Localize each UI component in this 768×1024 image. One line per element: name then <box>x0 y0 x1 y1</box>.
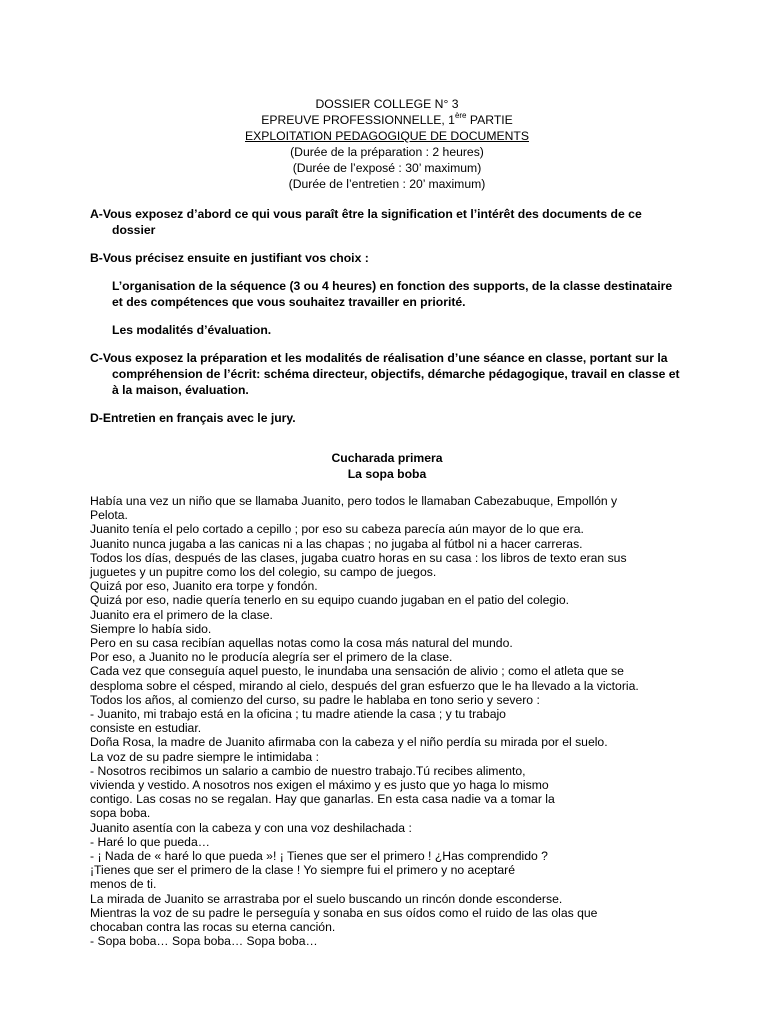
story-line: Juanito era el primero de la clase. <box>90 607 273 622</box>
story-line: ¡Tienes que ser el primero de la clase ! Yo siempre fui el primero y no aceptaré <box>90 863 515 878</box>
header-duree-entretien: (Durée de l’entretien : 20’ maximum) <box>288 177 486 191</box>
header-epreuve-end: PARTIE <box>466 113 513 127</box>
header-duree-preparation: (Durée de la préparation : 2 heures) <box>290 145 484 159</box>
instruction-b-evaluation: Les modalités d’évaluation. <box>112 323 272 337</box>
story-line: Mientras la voz de su padre le perseguía y sonaba en sus oídos como el ruido de las olas que <box>90 905 598 920</box>
story-line: Doña Rosa, la madre de Juanito afirmaba con la cabeza y el niño perdía su mirada por el suelo. <box>90 735 608 750</box>
story-line: Juanito tenía el pelo cortado a cepillo ; por eso su cabeza parecía aún mayor de lo que era. <box>90 522 584 537</box>
story-line: desploma sobre el césped, mirando al cielo, después del gran esfuerzo que le ha llevado a la victoria. <box>90 678 639 693</box>
story-line: La mirada de Juanito se arrastraba por el suelo buscando un rincón donde esconderse. <box>90 891 563 906</box>
story-line: - Haré lo que pueda… <box>90 834 210 849</box>
header-exploitation: EXPLOITATION PEDAGOGIQUE DE DOCUMENTS <box>245 129 529 143</box>
document-header <box>90 96 684 192</box>
story-line: - Nosotros recibimos un salario a cambio de nuestro trabajo.Tú recibes alimento, <box>90 763 526 778</box>
story-line: menos de ti. <box>90 877 157 892</box>
story-line: Había una vez un niño que se llamaba Juanito, pero todos le llamaban Cabezabuque, Empollón y <box>90 494 618 508</box>
header-epreuve <box>90 112 684 128</box>
header-dossier-title: DOSSIER COLLEGE N° 3 <box>315 97 459 111</box>
story-line: juguetes y un pupitre como los del colegio, su campo de juegos. <box>90 565 437 580</box>
story-line: Quizá por eso, nadie quería tenerlo en su equipo cuando jugaban en el patio del colegio. <box>90 593 570 608</box>
story-line: Quizá por eso, Juanito era torpe y fondón. <box>90 579 318 594</box>
instructions <box>90 206 684 426</box>
story-line: Cada vez que conseguía aquel puesto, le inundaba una sensación de alivio ; como el atleta que se <box>90 664 624 679</box>
story-line: Todos los días, después de las clases, jugaba cuatro horas en su casa : los libros de texto eran sus <box>90 550 627 565</box>
story-line: vivienda y vestido. A nosotros nos exigen el máximo y es justo que yo haga lo mismo <box>90 778 549 793</box>
story-body <box>90 494 684 949</box>
story-title-line2: La sopa boba <box>347 467 427 481</box>
instruction-d: D-Entretien en français avec le jury. <box>90 411 296 425</box>
story-line: Pero en su casa recibían aquellas notas como la cosa más natural del mundo. <box>90 636 513 651</box>
header-epreuve-sup: ère <box>454 110 467 120</box>
story-title-line1: Cucharada primera <box>331 451 443 465</box>
story-line: - ¡ Nada de « haré lo que pueda »! ¡ Tienes que ser el primero ! ¿Has comprendido ? <box>90 849 548 864</box>
story-title <box>90 450 684 482</box>
story-line: Por eso, a Juanito no le producía alegría ser el primero de la clase. <box>90 650 453 665</box>
story-line: Juanito nunca jugaba a las canicas ni a las chapas ; no jugaba al fútbol ni a hacer carreras. <box>90 536 583 551</box>
story-line: Juanito asentía con la cabeza y con una voz deshilachada : <box>90 820 412 835</box>
story-line: sopa boba. <box>90 806 151 821</box>
instruction-c: C-Vous exposez la préparation et les modalités de réalisation d’une séance en classe, portant sur la compréhension de l’écrit: schéma directeur, objectifs, démarche pédagogique, travail en classe et à la maison, évaluation. <box>90 351 680 397</box>
header-epreuve-main: EPREUVE PROFESSIONNELLE, 1 <box>261 113 455 127</box>
header-duree-expose: (Durée de l’exposé : 30’ maximum) <box>292 161 482 175</box>
story-line: contigo. Las cosas no se regalan. Hay que ganarlas. En esta casa nadie va a tomar la <box>90 792 555 807</box>
story-line: Siempre lo había sido. <box>90 621 212 636</box>
story-line: La voz de su padre siempre le intimidaba : <box>90 749 319 764</box>
story-line: - Sopa boba… Sopa boba… Sopa boba… <box>90 934 318 949</box>
story-line: consiste en estudiar. <box>90 721 202 736</box>
story-line: Todos los años, al comienzo del curso, su padre le hablaba en tono serio y severo : <box>90 692 540 707</box>
story-line: Pelota. <box>90 508 128 523</box>
instruction-b: B-Vous précisez ensuite en justifiant vos choix : <box>90 251 369 265</box>
instruction-b-organisation: L’organisation de la séquence (3 ou 4 heures) en fonction des supports, de la classe destinataire et des compétences que vous souhaitez travailler en priorité. <box>112 279 673 309</box>
story-line: - Juanito, mi trabajo está en la oficina ; tu madre atiende la casa ; y tu trabajo <box>90 707 506 722</box>
story-line: chocaban contra las rocas su eterna canción. <box>90 920 336 935</box>
instruction-a: A-Vous exposez d’abord ce qui vous paraît être la signification et l’intérêt des documents de ce dossier <box>90 207 642 237</box>
